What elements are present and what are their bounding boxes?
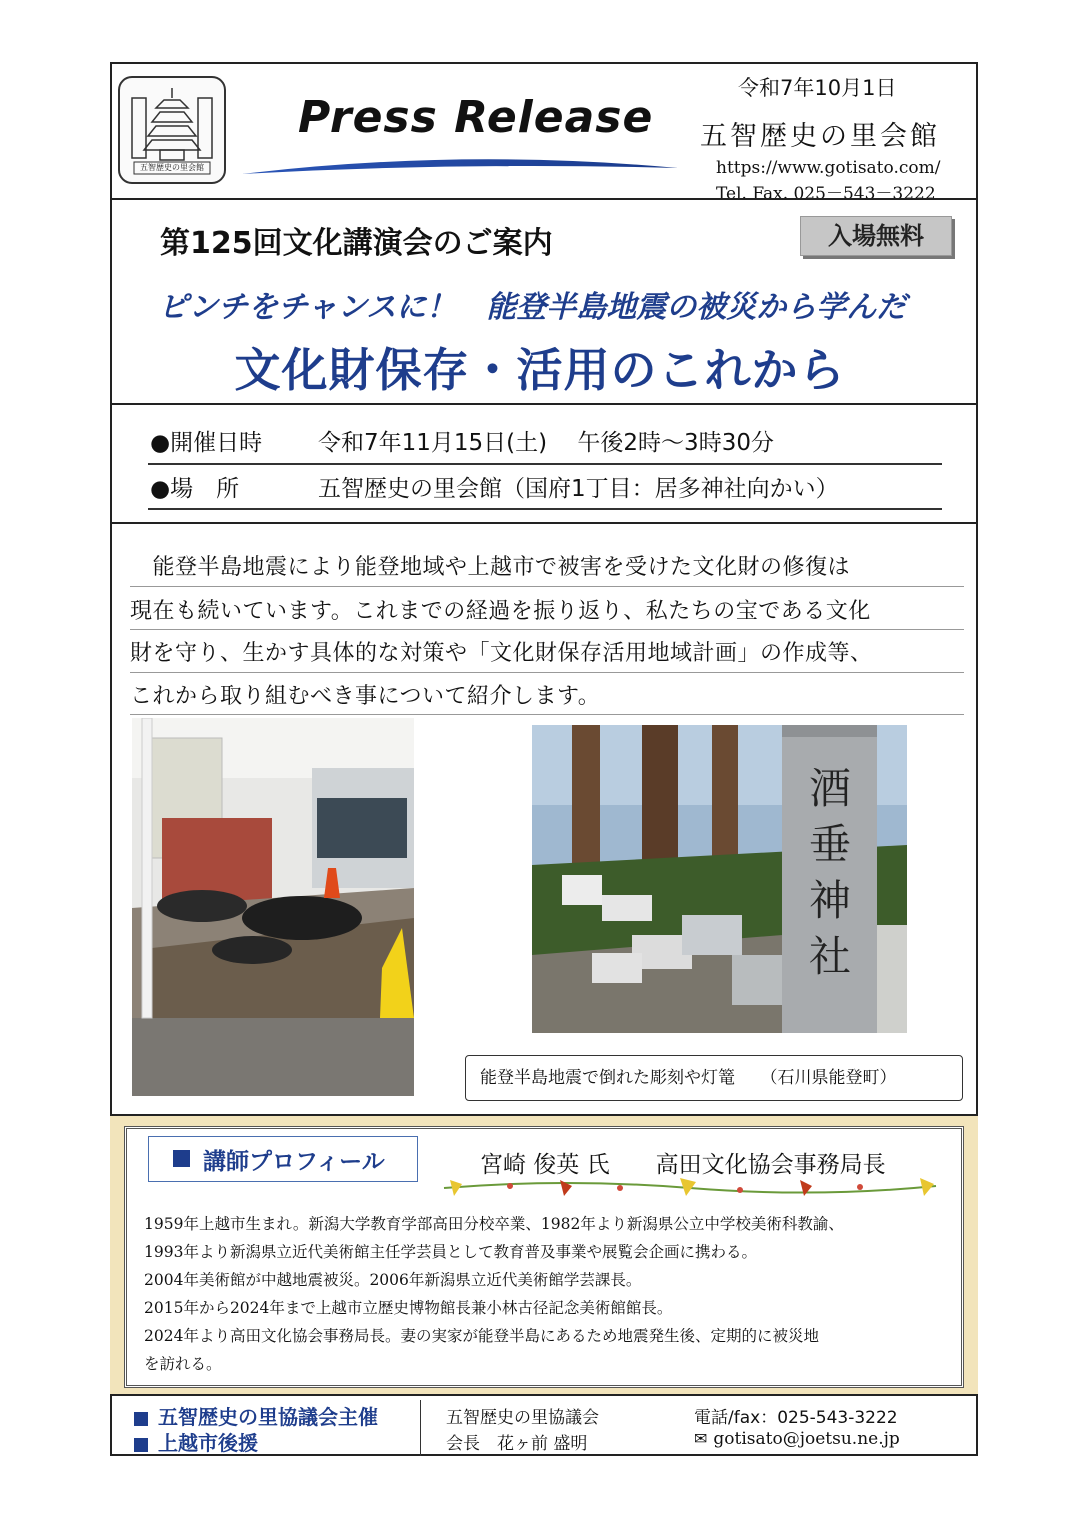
profile-line: を訪れる。 bbox=[144, 1355, 222, 1373]
photo-fallen-lanterns bbox=[532, 725, 907, 1033]
square-bullet-icon bbox=[173, 1150, 190, 1167]
website-url[interactable]: https://www.gotisato.com/ bbox=[716, 158, 941, 178]
lecture-subtitle: ピンチをチャンスに！ 能登半島地震の被災から学んだ bbox=[158, 290, 907, 325]
profile-label-box bbox=[148, 1136, 418, 1182]
event-place-value: 五智歴史の里会館（国府1丁目：居多神社向かい） bbox=[318, 476, 839, 502]
event-place-label: ●場 所 bbox=[150, 476, 240, 502]
footer-council: 五智歴史の里協議会 bbox=[446, 1408, 599, 1428]
profile-label: 講師プロフィール bbox=[203, 1149, 385, 1175]
lecture-title: 第125回文化講演会のご案内 bbox=[160, 226, 553, 261]
divider bbox=[148, 463, 942, 465]
ruled-line bbox=[130, 629, 964, 630]
press-release-title: Press Release bbox=[298, 92, 654, 143]
photo-caption: 能登半島地震で倒れた彫刻や灯篭 （石川県能登町） bbox=[465, 1055, 963, 1101]
footer-support-text: 上越市後援 bbox=[158, 1431, 258, 1455]
event-date-value: 令和7年11月15日(土) 午後2時～3時30分 bbox=[318, 430, 774, 456]
logo bbox=[118, 76, 226, 184]
profile-line: 2024年より高田文化協会事務局長。妻の実家が能登半島にあるため地震発生後、定期的に被災地 bbox=[144, 1327, 819, 1345]
photo-fallen-sculpture bbox=[132, 718, 414, 1096]
ruled-line bbox=[130, 586, 964, 587]
divider bbox=[110, 522, 978, 524]
footer-organizer bbox=[134, 1401, 378, 1430]
profile-line: 1959年上越市生まれ。新潟大学教育学部高田分校卒業、1982年より新潟県公立中学校美術科教諭、 bbox=[144, 1215, 844, 1233]
free-admission-badge: 入場無料 bbox=[800, 216, 952, 256]
lecture-main-title: 文化財保存・活用のこれから bbox=[234, 343, 846, 397]
profile-line: 2004年美術館が中越地震被災。2006年新潟県立近代美術館学芸課長。 bbox=[144, 1271, 642, 1289]
footer-organizer-text: 五智歴史の里協議会主催 bbox=[158, 1405, 378, 1429]
profile-line: 1993年より新潟県立近代美術館主任学芸員として教育普及事業や展覧会企画に携わる。 bbox=[144, 1243, 757, 1261]
decorative-vine-icon bbox=[440, 1174, 940, 1200]
body-line: 現在も続いています。これまでの経過を振り返り、私たちの宝である文化 bbox=[130, 599, 871, 624]
divider bbox=[110, 198, 978, 200]
speaker-name: 宮崎 俊英 氏 高田文化協会事務局長 bbox=[480, 1152, 886, 1178]
ruled-line bbox=[130, 714, 964, 715]
body-line: これから取り組むべき事について紹介します。 bbox=[130, 684, 601, 709]
body-line: 財を守り、生かす具体的な対策や「文化財保存活用地域計画」の作成等、 bbox=[130, 641, 873, 666]
logo-label: 五智歴史の里会館 bbox=[140, 163, 204, 172]
mail-icon: ✉ bbox=[694, 1429, 708, 1448]
release-date: 令和7年10月1日 bbox=[738, 76, 897, 100]
ruled-line bbox=[130, 672, 964, 673]
body-line: 能登半島地震により能登地域や上越市で被害を受けた文化財の修復は bbox=[130, 555, 851, 580]
footer-email-text[interactable]: gotisato@joetsu.ne.jp bbox=[713, 1429, 900, 1449]
divider bbox=[148, 508, 942, 510]
title-swoosh bbox=[240, 152, 680, 180]
shrine-stone-inscription: 酒垂神社 bbox=[808, 764, 851, 981]
profile-line: 2015年から2024年まで上越市立歴史博物館長兼小林古径記念美術館館長。 bbox=[144, 1299, 673, 1317]
footer-email[interactable] bbox=[694, 1429, 900, 1449]
footer-phone: 電話/fax：025-543-3222 bbox=[694, 1408, 898, 1428]
footer-divider bbox=[420, 1400, 421, 1456]
tel-fax: Tel. Fax. 025－543－3222 bbox=[716, 184, 936, 204]
event-date-label: ●開催日時 bbox=[150, 430, 263, 456]
square-bullet-icon bbox=[134, 1412, 148, 1426]
footer-chair: 会長 花ヶ前 盛明 bbox=[446, 1434, 588, 1454]
square-bullet-icon bbox=[134, 1438, 148, 1452]
organization-name: 五智歴史の里会館 bbox=[700, 121, 940, 152]
divider bbox=[110, 403, 978, 405]
footer-support bbox=[134, 1427, 258, 1456]
